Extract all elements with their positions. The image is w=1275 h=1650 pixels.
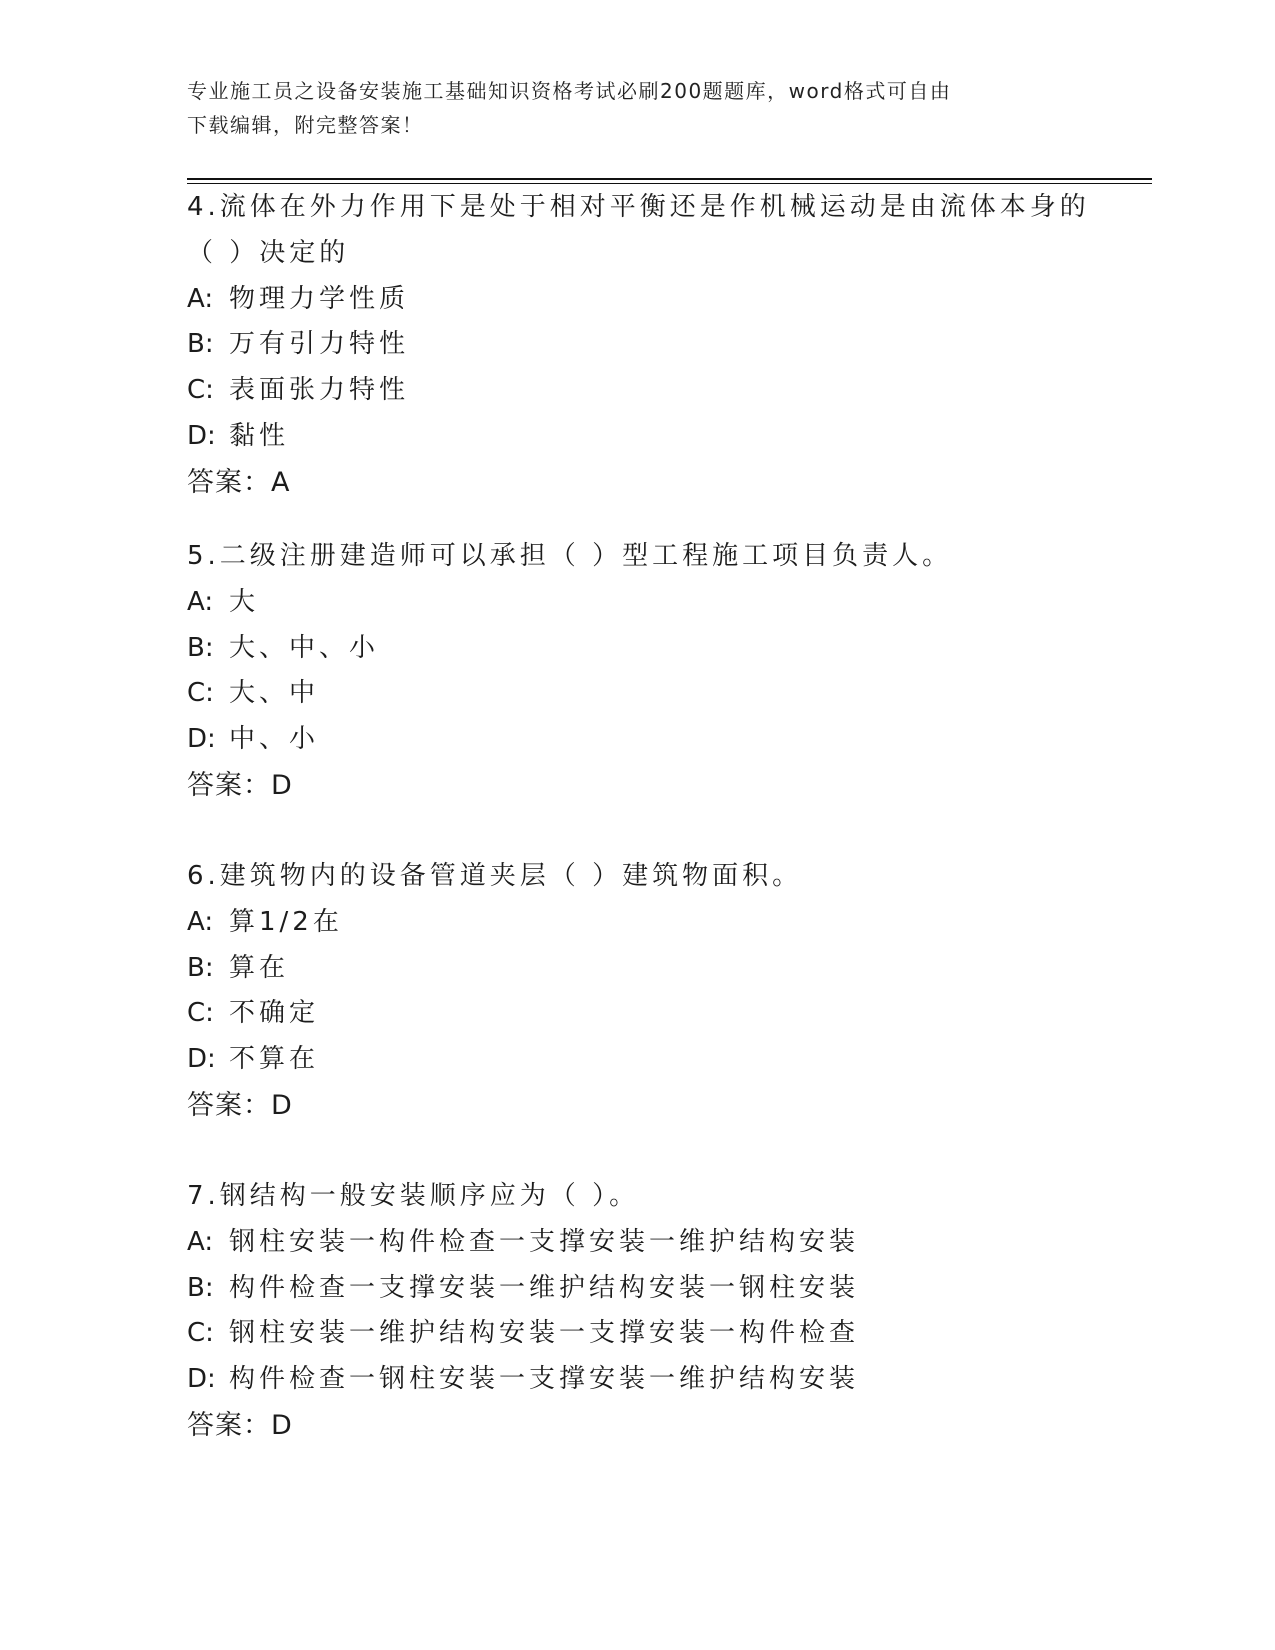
option-text: 物理力学性质 bbox=[229, 283, 410, 314]
option-text: 钢柱安装一构件检查一支撑安装一维护结构安装 bbox=[229, 1226, 860, 1257]
option-text: 构件检查一钢柱安装一支撑安装一维护结构安装 bbox=[229, 1364, 860, 1395]
option-a bbox=[187, 580, 1147, 626]
option-b bbox=[187, 946, 1147, 992]
question-stem-line-1: 4.流体在外力作用下是处于相对平衡还是作机械运动是由流体本身的 bbox=[187, 192, 1090, 222]
option-d bbox=[187, 717, 1147, 763]
option-letter: C: bbox=[187, 1318, 214, 1349]
option-d bbox=[187, 1357, 1147, 1403]
answer-line: 答案：D bbox=[187, 1409, 293, 1441]
question-stem-line-2: （ ）决定的 bbox=[187, 237, 350, 268]
option-text: 表面张力特性 bbox=[229, 375, 410, 406]
option-letter: B: bbox=[187, 329, 214, 360]
option-letter: A: bbox=[187, 586, 214, 617]
option-text: 大 bbox=[229, 586, 260, 617]
header-divider-thin bbox=[187, 183, 1152, 184]
option-text: 中、小 bbox=[229, 724, 320, 755]
option-text: 算1/2在 bbox=[229, 906, 343, 937]
question-stem-line-1: 7.钢结构一般安装顺序应为（ ）。 bbox=[187, 1181, 640, 1211]
option-text: 构件检查一支撑安装一维护结构安装一钢柱安装 bbox=[229, 1272, 860, 1303]
header-line-1: 专业施工员之设备安装施工基础知识资格考试必刷200题题库，word格式可自由 bbox=[187, 79, 952, 103]
option-c bbox=[187, 368, 1147, 414]
option-d bbox=[187, 414, 1147, 460]
option-a bbox=[187, 900, 1147, 946]
option-b bbox=[187, 626, 1147, 672]
option-letter: B: bbox=[187, 1272, 214, 1303]
option-text: 钢柱安装一维护结构安装一支撑安装一构件检查 bbox=[229, 1318, 860, 1349]
header-divider-thick bbox=[187, 178, 1152, 180]
option-letter: A: bbox=[187, 906, 214, 937]
option-d bbox=[187, 1037, 1147, 1083]
option-letter: B: bbox=[187, 632, 214, 663]
option-letter: D: bbox=[187, 724, 216, 755]
question-6 bbox=[187, 854, 1147, 1129]
option-letter: D: bbox=[187, 1044, 216, 1075]
answer-line: 答案：A bbox=[187, 466, 291, 498]
option-letter: C: bbox=[187, 678, 214, 709]
option-text: 不算在 bbox=[229, 1044, 320, 1075]
option-text: 大、中、小 bbox=[229, 632, 380, 663]
option-text: 大、中 bbox=[229, 678, 320, 709]
option-letter: C: bbox=[187, 998, 214, 1029]
option-letter: A: bbox=[187, 283, 214, 314]
option-b bbox=[187, 322, 1147, 368]
option-letter: D: bbox=[187, 420, 216, 451]
question-5 bbox=[187, 534, 1147, 809]
header-line-2: 下载编辑，附完整答案！ bbox=[187, 113, 424, 137]
option-b bbox=[187, 1266, 1147, 1312]
option-letter: A: bbox=[187, 1226, 214, 1257]
document-header bbox=[187, 74, 1067, 142]
question-7 bbox=[187, 1174, 1147, 1449]
question-4 bbox=[187, 185, 1147, 506]
option-c bbox=[187, 671, 1147, 717]
option-a bbox=[187, 277, 1147, 323]
option-text: 万有引力特性 bbox=[229, 329, 410, 360]
option-text: 不确定 bbox=[229, 998, 320, 1029]
option-c bbox=[187, 1311, 1147, 1357]
question-stem-line-1: 5.二级注册建造师可以承担（ ）型工程施工项目负责人。 bbox=[187, 541, 953, 571]
option-a bbox=[187, 1220, 1147, 1266]
option-c bbox=[187, 991, 1147, 1037]
option-text: 黏性 bbox=[229, 420, 290, 451]
question-stem-line-1: 6.建筑物内的设备管道夹层（ ）建筑物面积。 bbox=[187, 861, 803, 891]
option-letter: D: bbox=[187, 1364, 216, 1395]
option-letter: C: bbox=[187, 375, 214, 406]
option-letter: B: bbox=[187, 952, 214, 983]
answer-line: 答案：D bbox=[187, 1089, 293, 1121]
option-text: 算在 bbox=[229, 952, 290, 983]
answer-line: 答案：D bbox=[187, 769, 293, 801]
